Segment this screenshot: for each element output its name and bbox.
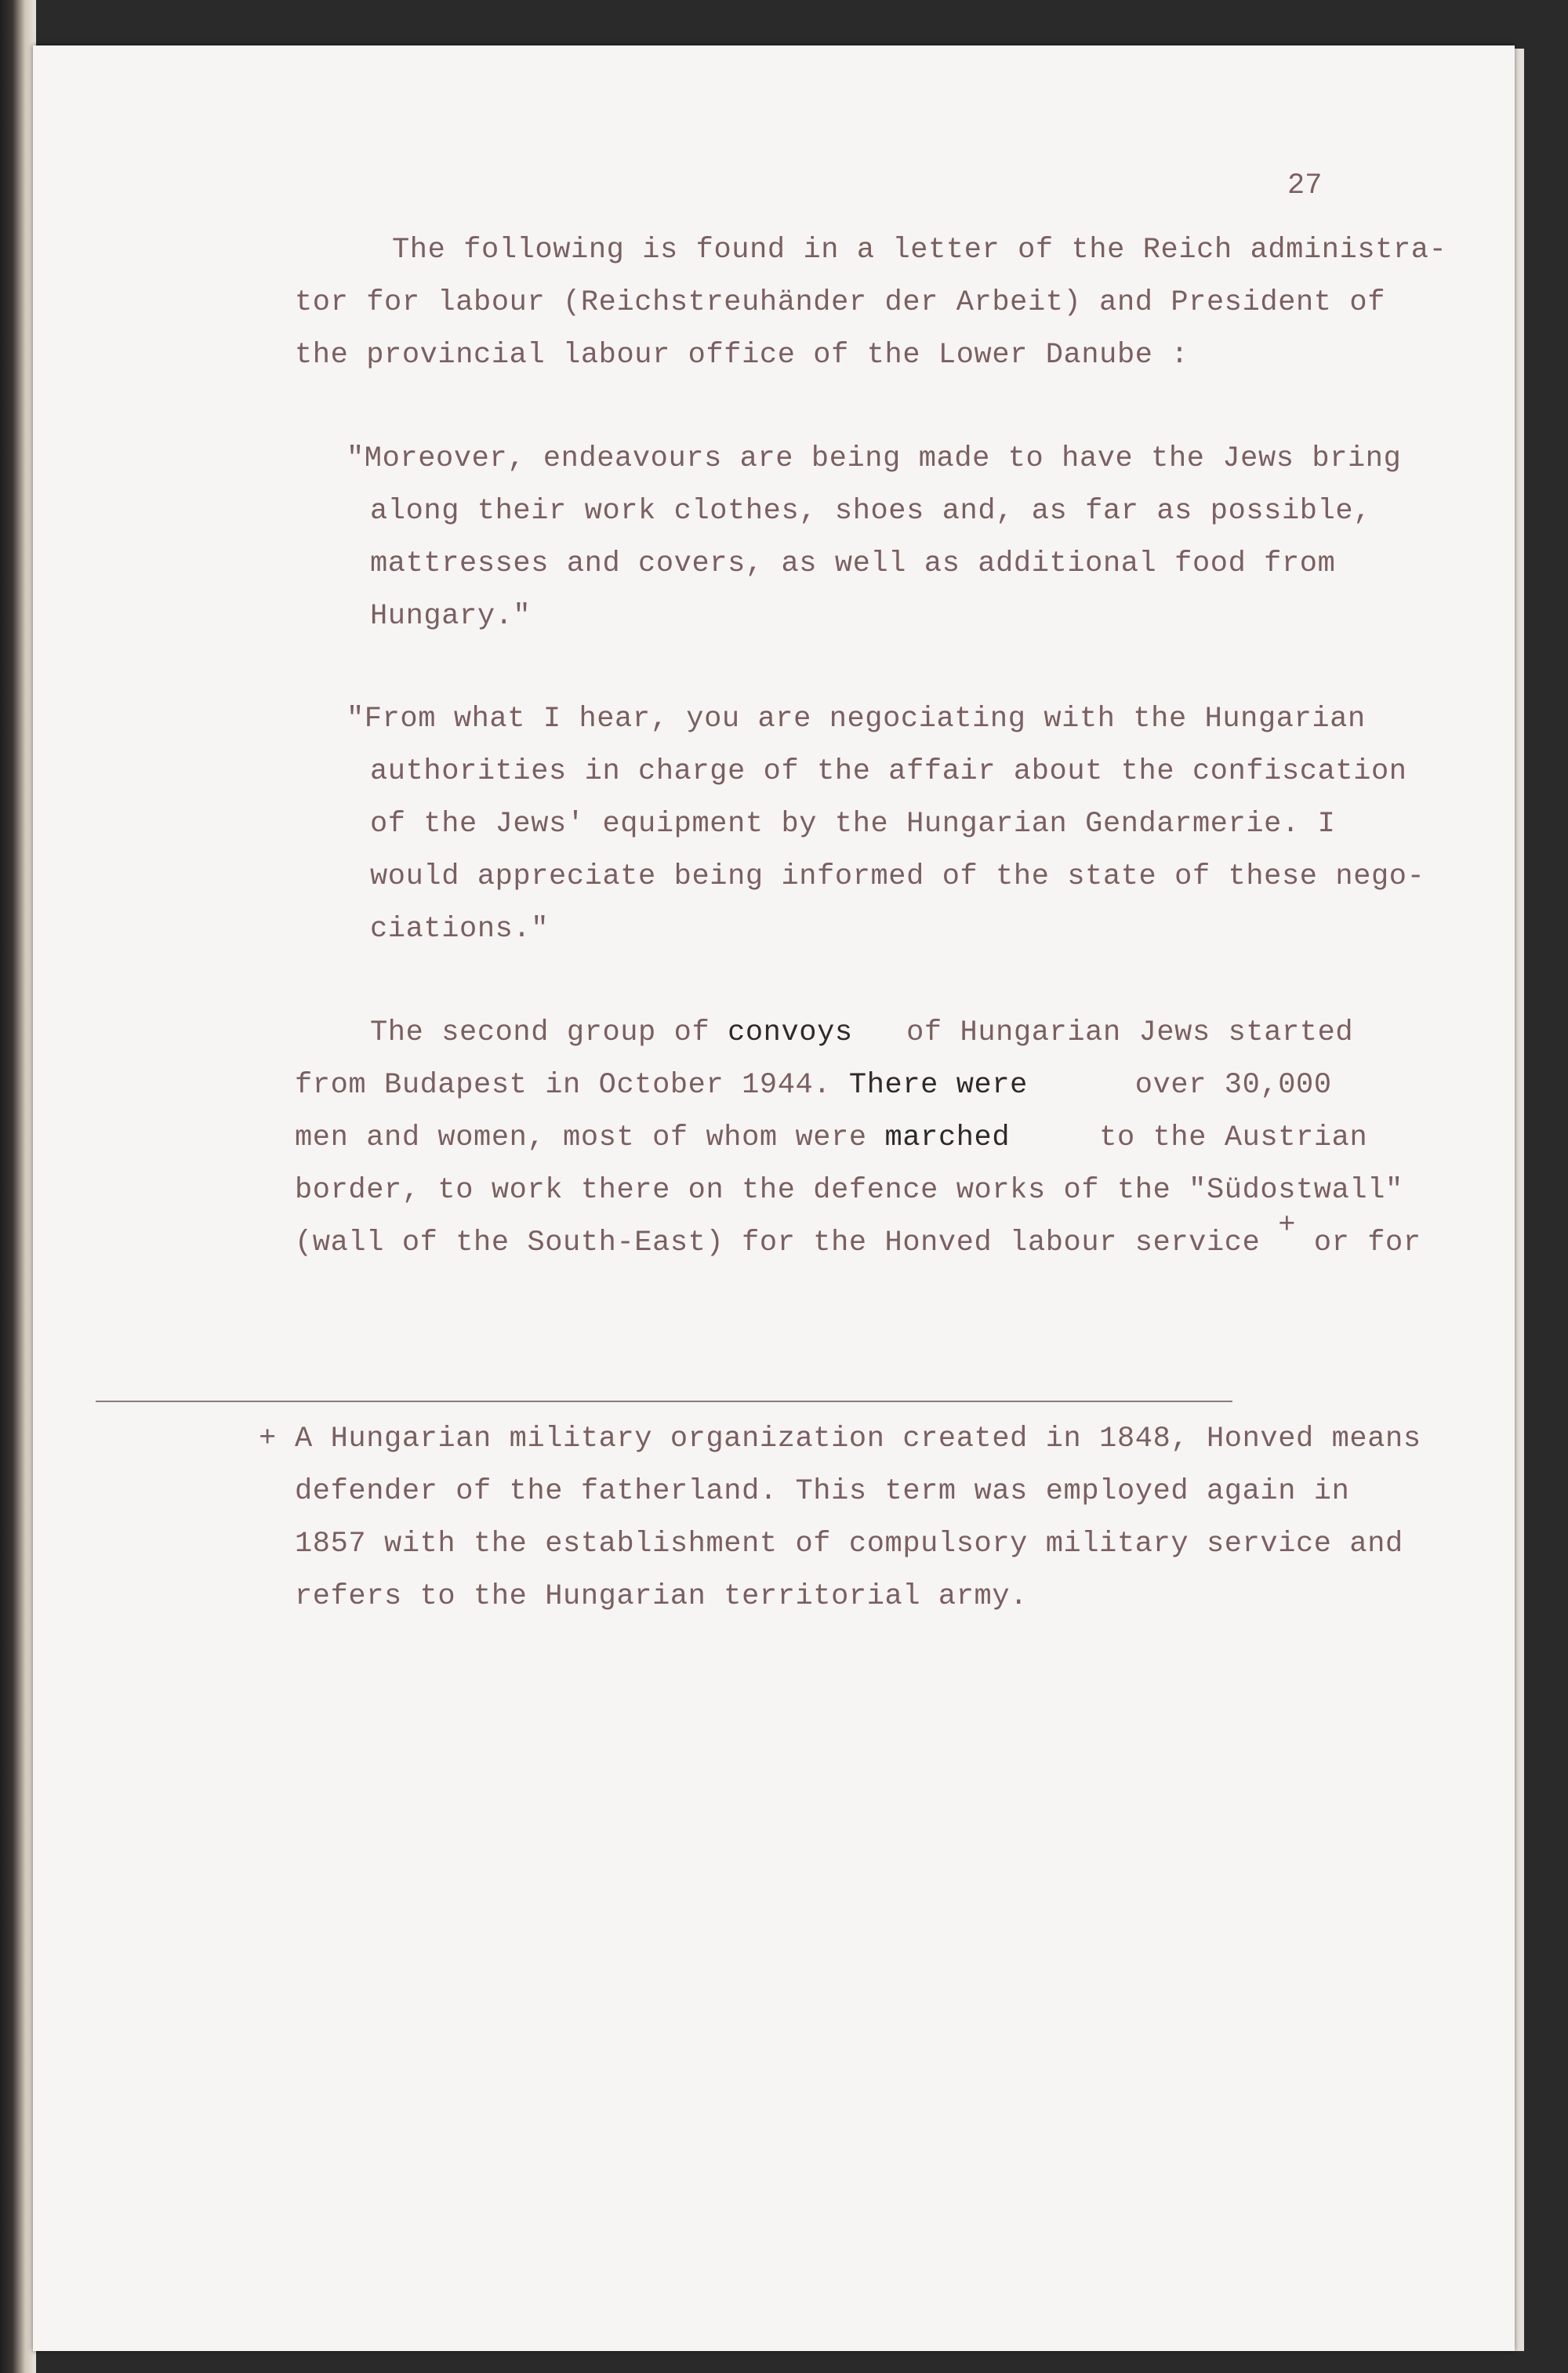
stamp-convoys: convoys <box>728 1016 853 1049</box>
footnote-line-2: defender of the fatherland. This term was employed again in <box>295 1475 1350 1508</box>
footnote-line-1: A Hungarian military organization created in 1848, Honved means <box>295 1423 1421 1455</box>
footnote-ref-mark: + <box>1278 1209 1297 1242</box>
quote1-line-3: mattresses and covers, as well as additional food from <box>370 547 1336 580</box>
footnote-line-4: refers to the Hungarian territorial army. <box>295 1580 1028 1613</box>
para2-line-3-start: men and women, most of whom were <box>295 1121 885 1154</box>
page-edge <box>1515 49 1524 2351</box>
quote2-line-4: would appreciate being informed of the state of these nego- <box>370 860 1425 893</box>
para2-line-3 <box>295 1121 1367 1154</box>
quote2-line-5: ciations." <box>370 913 550 946</box>
quote1-line-1: "Moreover, endeavours are being made to have the Jews bring <box>347 442 1402 475</box>
footnote-divider <box>96 1401 1232 1402</box>
para2-line-1-start: The second group of <box>370 1016 728 1049</box>
para1-line-2: tor for labour (Reichstreuhänder der Arbeit) and President of <box>295 286 1386 319</box>
footnote-marker: + <box>259 1423 277 1455</box>
para2-line-5 <box>295 1209 1421 1259</box>
para2-line-2 <box>295 1069 1332 1102</box>
footnote-line-3: 1857 with the establishment of compulsory military service and <box>295 1528 1403 1561</box>
quote1-line-4: Hungary." <box>370 600 532 633</box>
para2-line-5-end: or for <box>1296 1226 1421 1259</box>
para1-line-3: the provincial labour office of the Lower Danube : <box>295 339 1189 372</box>
para2-line-2-start: from Budapest in October 1944. <box>295 1069 849 1102</box>
para1-line-1: The following is found in a letter of the Reich administra- <box>392 234 1447 267</box>
quote2-line-2: authorities in charge of the affair about the confiscation <box>370 755 1407 788</box>
binder-edge <box>0 0 36 2373</box>
para2-line-1 <box>370 1016 1353 1049</box>
quote2-line-1: "From what I hear, you are negociating with the Hungarian <box>347 703 1366 736</box>
para2-line-5-start: (wall of the South-East) for the Honved labour service <box>295 1226 1261 1259</box>
stamp-marched: marched <box>884 1121 1011 1154</box>
quote2-line-3: of the Jews' equipment by the Hungarian Gendarmerie. I <box>370 808 1336 841</box>
quote1-line-2: along their work clothes, shoes and, as far as possible, <box>370 495 1372 528</box>
para2-line-4: border, to work there on the defence works of the "Südostwall" <box>295 1174 1403 1207</box>
para2-line-3-end: to the Austrian <box>1010 1121 1368 1154</box>
stamp-there-were: There were <box>848 1069 1028 1102</box>
para2-line-2-end: over 30,000 <box>1027 1069 1332 1102</box>
document-page <box>33 45 1515 2351</box>
page-number: 27 <box>1287 169 1323 202</box>
para2-line-1-end: of Hungarian Jews started <box>852 1016 1354 1049</box>
